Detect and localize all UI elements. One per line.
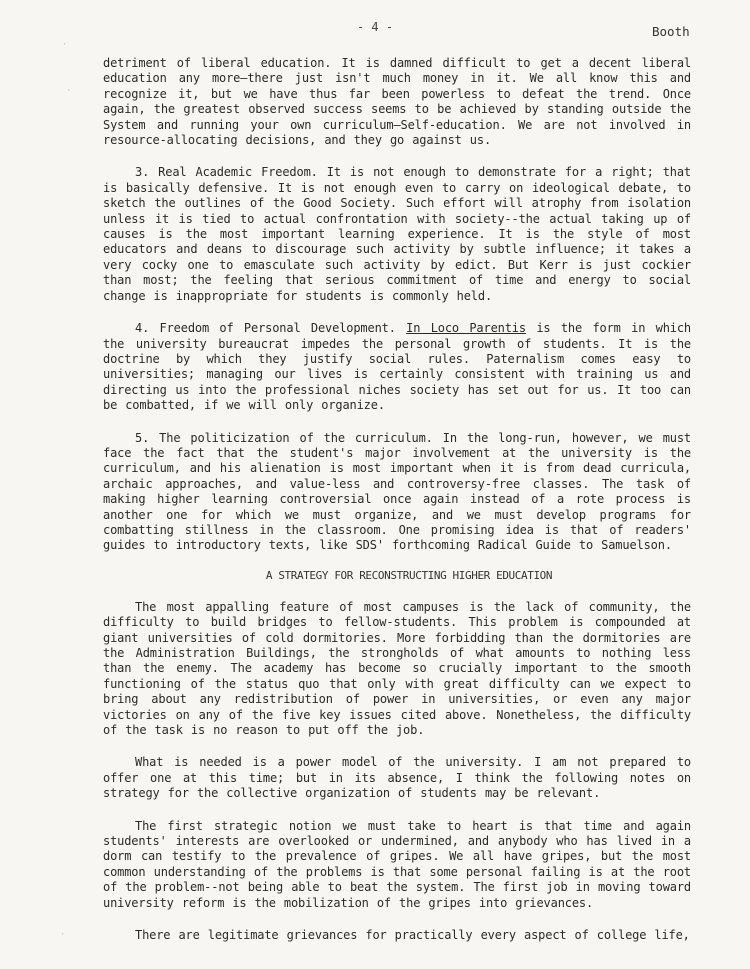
paragraph-grievances: There are legitimate grievances for practically every aspect of college life,	[135, 928, 690, 943]
paragraph-power-model: What is needed is a power model of the university. I am not prepared to offer one at this time; but in its absence, I think the following notes on strategy for the collective organization of students may be relevant.	[103, 755, 691, 801]
paragraph-community: The most appalling feature of most campuses is the lack of community, the difficulty to build bridges to fellow-students. This problem is compounded at giant universities of cold dormitories. More forbidding than the dormitories are the Administration Buildings, the strongholds of what amounts to nothing less than the enemy. The academy has become so crucially important to the smooth functioning of the status quo that only with great difficulty can we expect to bring about any redistribution of power in universities, or even any major victories on any of the five key issues cited above. Nonetheless, the difficulty of the task is no reason to put off the job.	[103, 599, 691, 738]
scan-artifact: ·	[62, 40, 68, 50]
scan-artifact: ·	[60, 930, 66, 940]
paragraph-academic-freedom: 3. Real Academic Freedom. It is not enough to demonstrate for a right; that is basically defensive. It is not enough even to carry on ideological debate, to sketch the outlines of the Good Society. Such effort will atrophy from isolation unless it is tied to actual confrontation with society--the actual taking up of causes is the most important learning experience. It is the style of most educators and deans to discourage such activity by subtle influence; it takes a very cocky one to emasculate such activity by edict. But Kerr is just cockier than most; the feeling that serious commitment of time and energy to social change is inappropriate for students is commonly held.	[103, 165, 691, 303]
page-number: - 4 -	[356, 20, 394, 34]
paragraph-text: is the form in which the university bureaucrat impedes the personal growth of students. It is the doctrine by which they justify social rules. Paternalism comes easy to universities; managing our lives is certainly consistent with training us and directing us into the professional niches society has set out for us. It too can be combatted, if we will only organize.	[103, 321, 692, 413]
paragraph-continued: detriment of liberal education. It is damned difficult to get a decent liberal education any more—there just isn't much money in it. We all know this and recognize it, but we have thus far been powerless to defeat the trend. Once again, the greatest observed success seems to be achieved by standing outside the System and running your own curriculum—Self-education. We are not involved in resource-allocating decisions, and they go against us.	[103, 56, 691, 148]
document-body	[103, 56, 691, 944]
paragraph-text: 4. Freedom of Personal Development.	[135, 321, 407, 336]
running-head-author: Booth	[652, 24, 690, 39]
paragraph-personal-development	[103, 321, 691, 413]
scan-artifact: ·	[66, 86, 72, 96]
section-heading: A STRATEGY FOR RECONSTRUCTING HIGHER EDUCATION	[265, 568, 553, 582]
paragraph-politicization: 5. The politicization of the curriculum. In the long-run, however, we must face the fact that the student's major involvement at the university is the curriculum, and his alienation is most important when it is from dead curricula, archaic approaches, and value-less and controversy-free classes. The task of making higher learning controversial once again instead of a rote process is another one for which we must organize, and we must develop programs for combatting stillness in the classroom. One promising idea is that of readers' guides to introductory texts, like SDS' forthcoming Radical Guide to Samuelson.	[103, 430, 691, 553]
paragraph-gripes: The first strategic notion we must take to heart is that time and again students' interests are overlooked or undermined, and anybody who has lived in a dorm can testify to the prevalence of gripes. We all have gripes, but the most common understanding of the problems is that some personal failing is at the root of the problem--not being able to beat the system. The first job in moving toward university reform is the mobilization of the gripes into grievances.	[103, 818, 691, 910]
underlined-term: In Loco Parentis	[406, 321, 526, 336]
